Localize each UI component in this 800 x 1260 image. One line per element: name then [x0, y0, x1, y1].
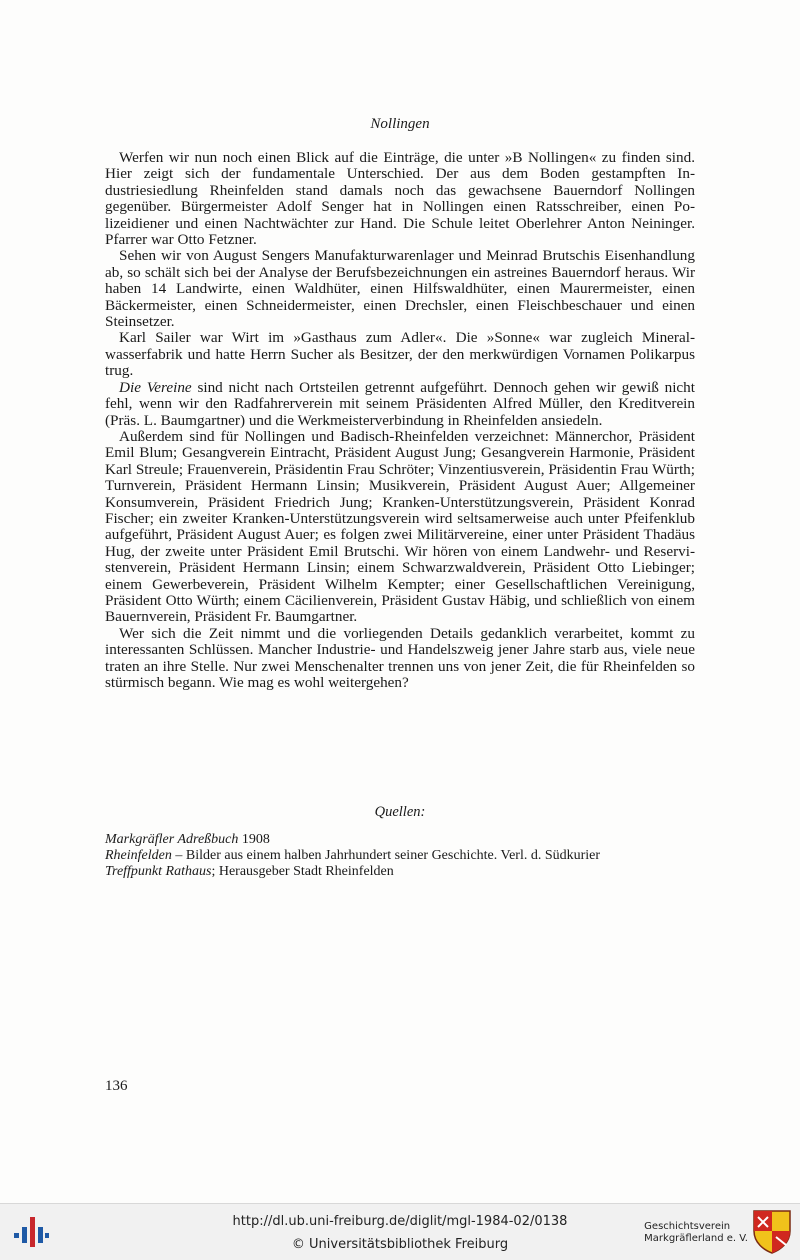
page-number: 136: [105, 1078, 128, 1094]
society-name-line-1: Geschichtsverein: [644, 1221, 731, 1232]
vereine-lead: Die Vereine: [119, 378, 192, 396]
article-body: [105, 150, 695, 691]
paragraph-2: Sehen wir von August Sengers Manufakturwarenlager und Meinrad Brutschis Eisenhandlung ab, so schält sich bei der Analyse der Berufsbezeichnungen ein astreines Bauerndorf heraus. Wir haben 14 Landwirte, einen Waldhüter, einen Hilfswaldhüter, einen Maurermeister, einen Bäckermeister, einen Schneidermeister, einen Drechsler, einen Fleischbeschauer und einen Steinsetzer.: [105, 247, 695, 331]
source-title: Treffpunkt Rathaus: [105, 864, 212, 880]
paragraph-3: Karl Sailer war Wirt im »Gasthaus zum Adler«. Die »Sonne« war zugleich Mineralwasserfabrik und hatte Herrn Sucher als Besitzer, der den merkwürdigen Vornamen Polikarpus trug.: [105, 329, 695, 380]
paragraph-vereine: [105, 380, 695, 429]
source-item: [105, 864, 695, 880]
source-item: [105, 848, 695, 864]
source-item: [105, 832, 695, 848]
source-detail: – Bilder aus einem halben Jahrhundert seiner Geschichte. Verl. d. Südkurier: [171, 848, 601, 864]
running-head: Nollingen: [370, 116, 430, 132]
copyright-notice: © Universitätsbibliothek Freiburg: [291, 1237, 509, 1252]
source-detail: 1908: [238, 832, 270, 847]
society-name[interactable]: [644, 1221, 748, 1245]
sources-heading: Quellen:: [374, 804, 426, 820]
vereine-text: sind nicht nach Ortsteilen getrennt aufgeführt. Dennoch gehen wir gewiß nicht fehl, wenn wir den Radfahrerverein mit seinem Präsidenten Alfred Müller, den Kreditverein (Präs. L. Baumgartner) und die Werkmeisterverbindung in Rheinfelden ansiedeln.: [105, 378, 695, 429]
document-url-link[interactable]: http://dl.ub.uni-freiburg.de/diglit/mgl-1984-02/0138: [232, 1214, 568, 1229]
paragraph-1: Werfen wir nun noch einen Blick auf die Einträge, die unter »B Nollingen« zu finden sind. Hier zeigt sich der fundamentale Unterschied. Der aus dem Boden gestampften Industriesiedlung Rheinfelden stand damals noch das gewachsene Bauerndorf Nollingen gegenüber. Bürgermeister Adolf Senger hat in Nollingen einen Ratsschreiber, einen Polizeidiener und einen Nachtwächter zur Hand. Die Schule leitet Oberlehrer Anton Neininger. Pfarrer war Otto Fetzner.: [105, 149, 695, 249]
coat-of-arms-icon[interactable]: [752, 1209, 792, 1255]
sources-list: [105, 832, 695, 881]
society-name-line-2: Markgräflerland e. V.: [644, 1233, 748, 1244]
source-title: Markgräfler Adreßbuch: [105, 832, 239, 847]
source-title: Rheinfelden: [105, 848, 172, 864]
paragraph-4: Außerdem sind für Nollingen und Badisch-Rheinfelden verzeichnet: Männerchor, Präsident Emil Blum; Gesangverein Eintracht, Präsident August Jung; Gesangverein Harmonie, Präsident Karl Streule; Frauenverein, Präsidentin Frau Schröter; Vinzentiusverein, Präsidentin Frau Würth; Turnverein, Präsident Hermann Linsin; Musikverein, Präsident August Auer; Allgemeiner Konsumverein, Präsident Friedrich Jung; Kranken-Unterstützungsverein, Präsident Konrad Fischer; ein zweiter Kranken-Unterstützungsverein wird seltsamerweise auch unter Pfeifenklub aufgeführt, Präsident August Auer; es folgen zwei Militärvereine, einer unter Präsident Thadäus Hug, der zweite unter Präsident Emil Brutschi. Wir hören von einem Landwehr- und Reservistenverein, Präsident Hermann Linsin; einem Schwarzwaldverein, Präsident Otto Liebinger; einem Gewerbeverein, Präsident Wilhelm Kempter; einer Gesellschaftlichen Vereinigung, Präsident Otto Würth; einem Cäcilienverein, Präsident Gustav Häbig, und schließlich von einem Bauernverein, Präsident Fr. Baumgartner.: [105, 427, 695, 626]
paragraph-5: Wer sich die Zeit nimmt und die vorliegenden Details gedanklich verarbeitet, kommt zu interessanten Schlüssen. Mancher Industrie- und Handelszweig jener Jahre starb aus, viele neue traten an ihre Stelle. Nur zwei Menschenalter trennen uns von jener Zeit, die für Rheinfelden so stürmisch begann. Wie mag es wohl weitergehen?: [105, 624, 695, 691]
source-detail: ; Herausgeber Stadt Rheinfelden: [211, 864, 394, 880]
viewer-footer: [0, 1203, 800, 1260]
